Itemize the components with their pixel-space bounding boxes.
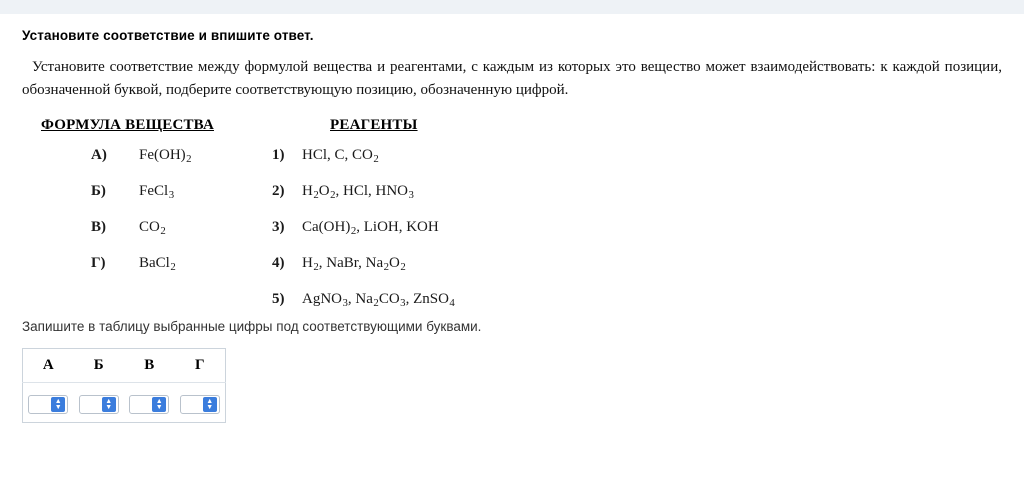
list-item: [41, 255, 192, 291]
list-item: [272, 291, 455, 327]
top-strip: [0, 0, 1024, 14]
answer-table-input-row: [23, 382, 226, 422]
answer-cell-g: [175, 382, 226, 422]
answer-input-g[interactable]: [180, 395, 220, 414]
task-content: [0, 14, 1024, 423]
list-item: [272, 255, 455, 291]
reagent-set: $H_2O_2$, HCl, $HNO_3$: [302, 182, 414, 201]
stepper-icon[interactable]: ▲ ▼: [51, 397, 65, 412]
substance-formula: $CO_2$: [139, 218, 166, 237]
list-item: [272, 147, 455, 183]
reagent-marker: 5): [272, 290, 285, 307]
reagent-set: HCl, C, $CO_2$: [302, 146, 379, 165]
answer-column-header-a: А: [23, 348, 74, 382]
list-item: [41, 219, 192, 255]
reagent-marker: 1): [272, 146, 285, 163]
substance-formula: FeCl$_3$: [139, 182, 175, 201]
answer-table: [22, 348, 226, 423]
answer-note: Запишите в таблицу выбранные цифры под соответствующими буквами.: [22, 318, 482, 334]
list-item: [41, 183, 192, 219]
answer-column-header-v: В: [124, 348, 175, 382]
answer-table-header-row: [23, 348, 226, 382]
matching-columns: [0, 117, 1024, 317]
list-item: [41, 147, 192, 183]
answer-column-header-b: Б: [74, 348, 125, 382]
answer-cell-v: [124, 382, 175, 422]
reagent-set: AgNO$_3$, $Na_2CO_3$, ZnSO$_4$: [302, 290, 455, 309]
reagent-set: $H_2$, NaBr, $Na_2O_2$: [302, 254, 406, 273]
task-title: Установите соответствие и впишите ответ.: [22, 28, 314, 43]
answer-column-header-g: Г: [175, 348, 226, 382]
substance-marker: А): [91, 146, 107, 163]
reagent-marker: 4): [272, 254, 285, 271]
task-instruction-text: Установите соответствие между формулой вещества и реагентами, с каждым из которых это вещество может взаимодействовать: к каждой позиции, обозначенной буквой, подберите соответствующую позицию, обозначенную цифрой.: [22, 59, 1002, 99]
substance-marker: Б): [91, 182, 106, 199]
task-instruction: [22, 56, 1002, 103]
answer-input-b[interactable]: [79, 395, 119, 414]
reagents-list: [272, 147, 455, 327]
reagent-marker: 3): [272, 218, 285, 235]
stepper-icon[interactable]: ▲ ▼: [102, 397, 116, 412]
answer-cell-a: [23, 382, 74, 422]
stepper-icon[interactable]: ▲ ▼: [203, 397, 217, 412]
substance-marker: В): [91, 218, 106, 235]
column-header-reagents: РЕАГЕНТЫ: [330, 116, 418, 133]
reagent-marker: 2): [272, 182, 285, 199]
substance-marker: Г): [91, 254, 106, 271]
list-item: [272, 219, 455, 255]
answer-input-v[interactable]: [129, 395, 169, 414]
substance-formula: BaCl$_2$: [139, 254, 176, 273]
reagent-set: $Ca(OH)_2$, LiOH, KOH: [302, 218, 439, 237]
stepper-icon[interactable]: ▲ ▼: [152, 397, 166, 412]
substance-formula: $Fe(OH)_2$: [139, 146, 192, 165]
answer-cell-b: [74, 382, 125, 422]
answer-input-a[interactable]: [28, 395, 68, 414]
column-header-substances: ФОРМУЛА ВЕЩЕСТВА: [41, 116, 214, 133]
list-item: [272, 183, 455, 219]
substances-list: [41, 147, 192, 291]
